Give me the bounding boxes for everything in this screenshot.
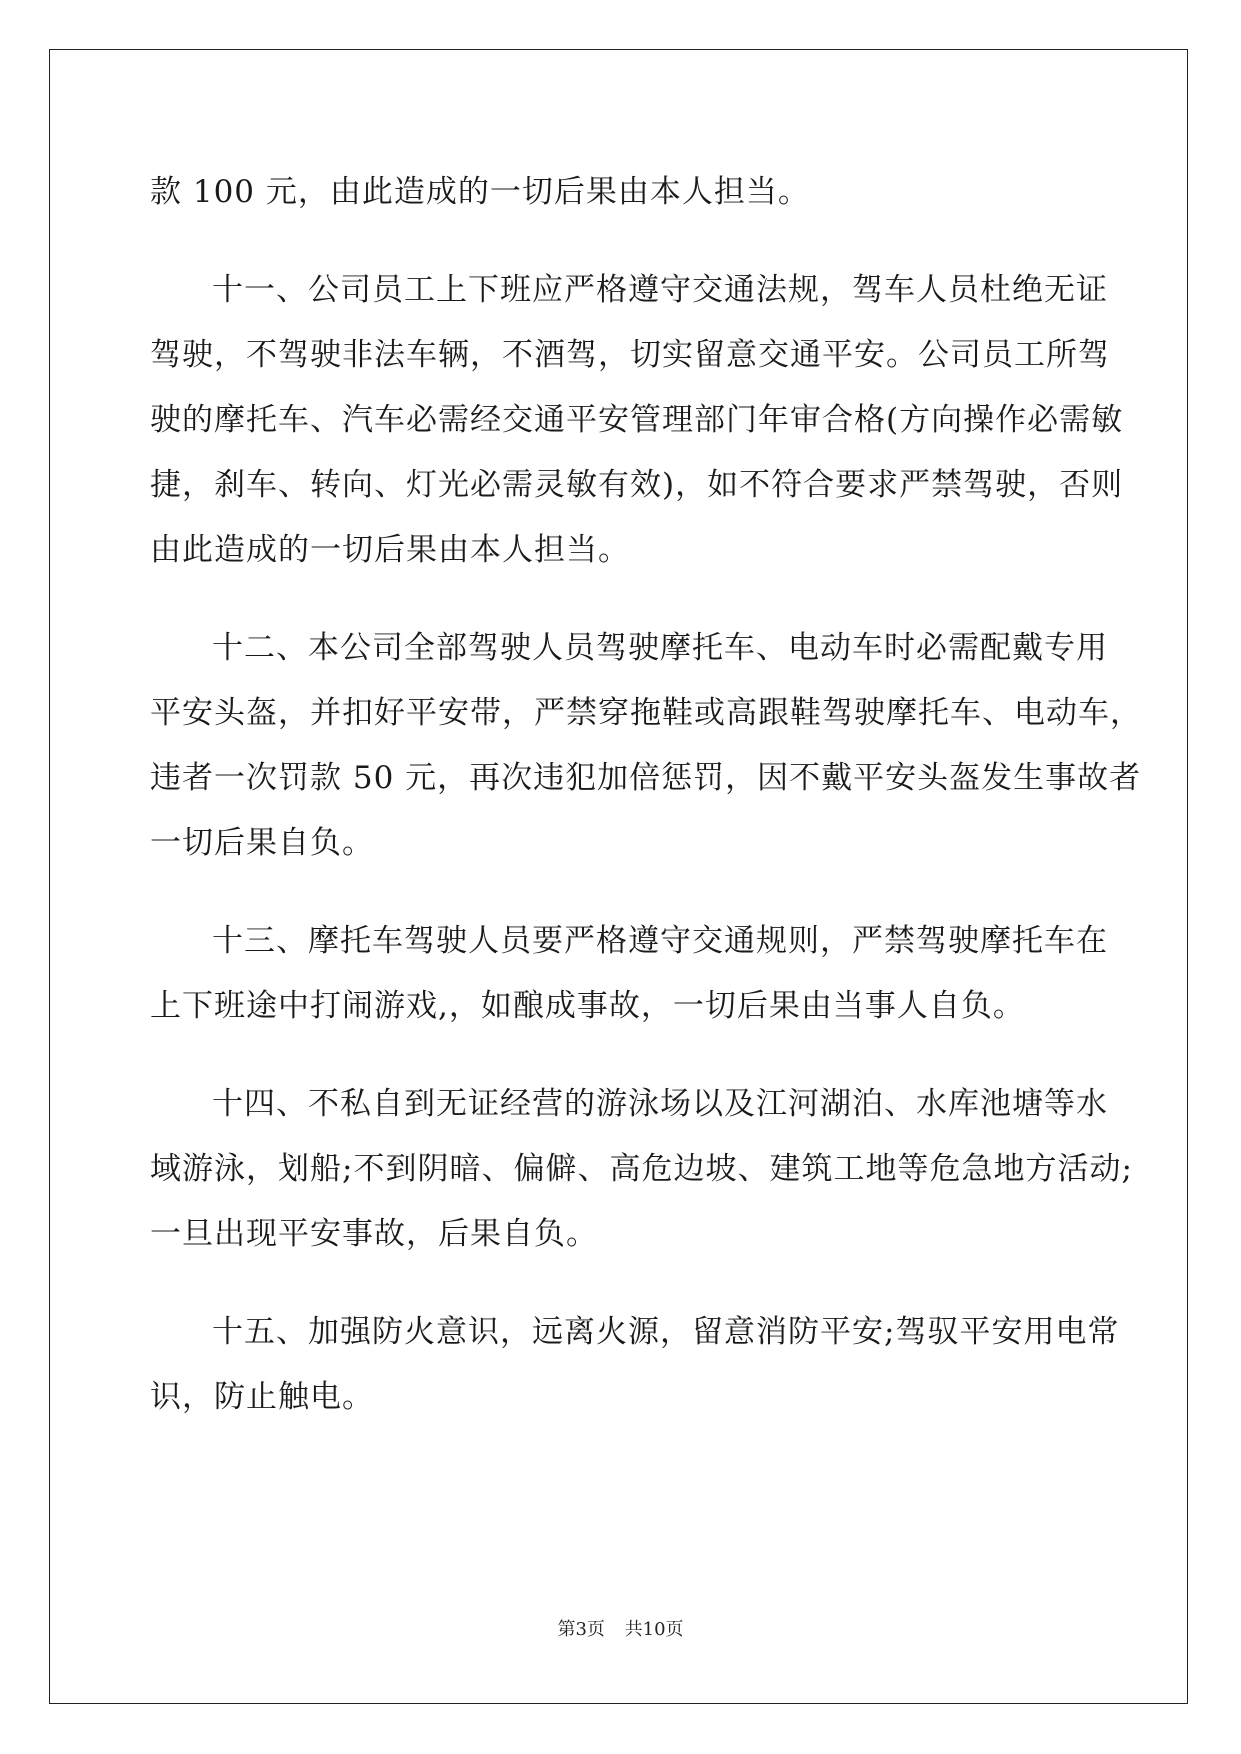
text-line: 一旦出现平安事故，后果自负。 [150,1216,598,1252]
page-footer [0,1618,1241,1642]
text-line: 十一、公司员工上下班应严格遵守交通法规，驾车人员杜绝无证 [212,272,1108,308]
page-number: 第3页 [557,1619,605,1640]
text-line: 十五、加强防火意识，远离火源，留意消防平安;驾驭平安用电常 [212,1314,1120,1350]
text-line: 款 100 元，由此造成的一切后果由本人担当。 [150,174,810,210]
text-line: 一切后果自负。 [150,825,374,861]
text-line: 捷，刹车、转向、灯光必需灵敏有效)，如不符合要求严禁驾驶，否则 [150,467,1124,503]
text-line: 域游泳，划船;不到阴暗、偏僻、高危边坡、建筑工地等危急地方活动; [150,1151,1133,1187]
text-line: 驶的摩托车、汽车必需经交通平安管理部门年审合格(方向操作必需敏 [150,402,1124,438]
text-line: 十四、不私自到无证经营的游泳场以及江河湖泊、水库池塘等水 [212,1086,1108,1122]
text-line: 由此造成的一切后果由本人担当。 [150,532,630,568]
text-line: 上下班途中打闹游戏,，如酿成事故，一切后果由当事人自负。 [150,988,1025,1024]
paragraph-gap [150,225,1090,258]
text-line: 十三、摩托车驾驶人员要严格遵守交通规则，严禁驾驶摩托车在 [212,923,1108,959]
page-total: 共10页 [624,1619,684,1640]
paragraph-gap [150,876,1090,909]
paragraph-gap [150,1267,1090,1300]
text-line: 平安头盔，并扣好平安带，严禁穿拖鞋或高跟鞋驾驶摩托车、电动车， [150,695,1142,731]
text-line: 驾驶，不驾驶非法车辆，不酒驾，切实留意交通平安。公司员工所驾 [150,337,1110,373]
paragraph-gap [150,583,1090,616]
text-line: 识，防止触电。 [150,1379,374,1415]
text-line: 十二、本公司全部驾驶人员驾驶摩托车、电动车时必需配戴专用 [212,630,1108,666]
text-line: 违者一次罚款 50 元，再次违犯加倍惩罚，因不戴平安头盔发生事故者 [150,760,1142,796]
paragraph-gap [150,1039,1090,1072]
document-body [150,160,1142,1430]
